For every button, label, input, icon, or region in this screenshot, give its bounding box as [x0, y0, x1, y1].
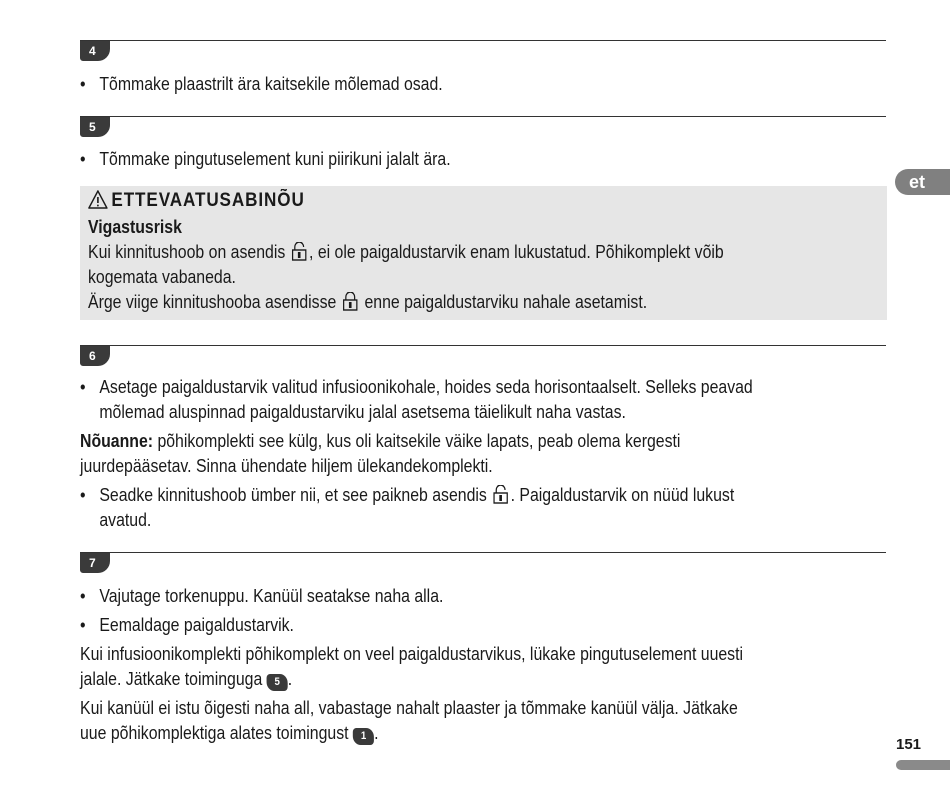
- step-reference-badge: 1: [353, 728, 374, 745]
- step-7-bullet-2: [80, 613, 784, 637]
- step-6-tip-line-1: [80, 429, 784, 453]
- language-tab: et: [895, 169, 950, 195]
- caution-title-text: ETTEVAATUSABINÕU: [111, 190, 305, 211]
- step-5-bullet-text: Tõmmake pingutuselement kuni piirikuni jalalt ära.: [99, 149, 451, 169]
- tip-label: Nõuanne:: [80, 431, 154, 451]
- warning-triangle-icon: [88, 190, 108, 209]
- step-6-bullet-2-line-2: avatud.: [99, 510, 152, 530]
- step-7-bullet-2-text: Eemaldage paigaldustarvik.: [99, 615, 294, 635]
- step-5-badge: 5: [80, 117, 110, 137]
- step-5-rule: [80, 116, 886, 117]
- step-7-bullet-1-text: Vajutage torkenuppu. Kanüül seatakse naha alla.: [99, 586, 444, 606]
- para-2-line-2-after: .: [374, 723, 379, 743]
- locked-padlock-icon: [342, 292, 358, 311]
- caution-line-3: [88, 290, 792, 314]
- page-number-bar: [896, 760, 950, 770]
- step-5-bullet: [80, 147, 784, 171]
- step-6-rule: [80, 345, 886, 346]
- step-7-para-1-line-2: [80, 667, 784, 691]
- step-reference-badge: 5: [267, 674, 288, 691]
- step-6-bullet-2-before: Seadke kinnitushoob ümber nii, et see paikneb asendis: [99, 485, 492, 505]
- bullet-marker: •: [80, 485, 86, 505]
- step-6-bullet-1-line-1: Asetage paigaldustarvik valitud infusioonikohale, hoides seda horisontaalselt. Selleks peavad: [99, 377, 753, 397]
- step-7-rule: [80, 552, 886, 553]
- step-4-rule: [80, 40, 886, 41]
- bullet-marker: •: [80, 586, 86, 606]
- bullet-marker: •: [80, 377, 86, 397]
- step-4-bullet: [80, 72, 784, 96]
- para-1-line-2-before: jalale. Jätkake toiminguga: [80, 669, 267, 689]
- step-7-para-2-line-1: Kui kanüül ei istu õigesti naha all, vabastage nahalt plaaster ja tõmmake kanüül välja. Jätkake: [80, 698, 738, 718]
- step-7-para-1-line-1: Kui infusioonikomplekti põhikomplekt on veel paigaldustarvikus, lükake pingutuselement uuesti: [80, 644, 744, 664]
- bullet-marker: •: [80, 615, 86, 635]
- step-6-bullet-1: [80, 375, 784, 399]
- bullet-marker: •: [80, 74, 86, 94]
- page-number: 151: [896, 736, 922, 753]
- caution-line-2: kogemata vabaneda.: [88, 267, 236, 287]
- step-7-badge: 7: [80, 553, 110, 573]
- para-1-line-2-after: .: [287, 669, 293, 689]
- caution-line-1-before: Kui kinnitushoob on asendis: [88, 242, 290, 262]
- step-4-badge: 4: [80, 41, 110, 61]
- caution-title: [88, 190, 305, 212]
- para-2-line-2-before: uue põhikomplektiga alates toimingust: [80, 723, 353, 743]
- caution-line-1: [88, 240, 792, 264]
- caution-line-3-after: enne paigaldustarviku nahale asetamist.: [360, 292, 648, 312]
- unlocked-padlock-icon: [493, 485, 509, 504]
- step-4-bullet-text: Tõmmake plaastrilt ära kaitsekile mõlemad osad.: [99, 74, 443, 94]
- bullet-marker: •: [80, 149, 86, 169]
- step-7-para-2-line-2: [80, 721, 784, 745]
- caution-line-1-after: , ei ole paigaldustarvik enam lukustatud. Põhikomplekt võib: [309, 242, 724, 262]
- step-6-badge: 6: [80, 346, 110, 366]
- step-6-bullet-2: [80, 483, 784, 507]
- caution-subtitle: Vigastusrisk: [88, 217, 182, 237]
- step-7-bullet-1: [80, 584, 784, 608]
- step-6-bullet-2-after: . Paigaldustarvik on nüüd lukust: [510, 485, 735, 505]
- caution-line-3-before: Ärge viige kinnitushooba asendisse: [88, 292, 341, 312]
- tip-text-1: põhikomplekti see külg, kus oli kaitsekile väike lapats, peab olema kergesti: [153, 431, 681, 451]
- unlocked-padlock-icon: [291, 242, 307, 261]
- step-6-bullet-1-line-2: mõlemad aluspinnad paigaldustarviku jalal asetsema täielikult naha vastas.: [99, 402, 626, 422]
- step-6-tip-line-2: juurdepääsetav. Sinna ühendate hiljem ülekandekomplekti.: [80, 456, 493, 476]
